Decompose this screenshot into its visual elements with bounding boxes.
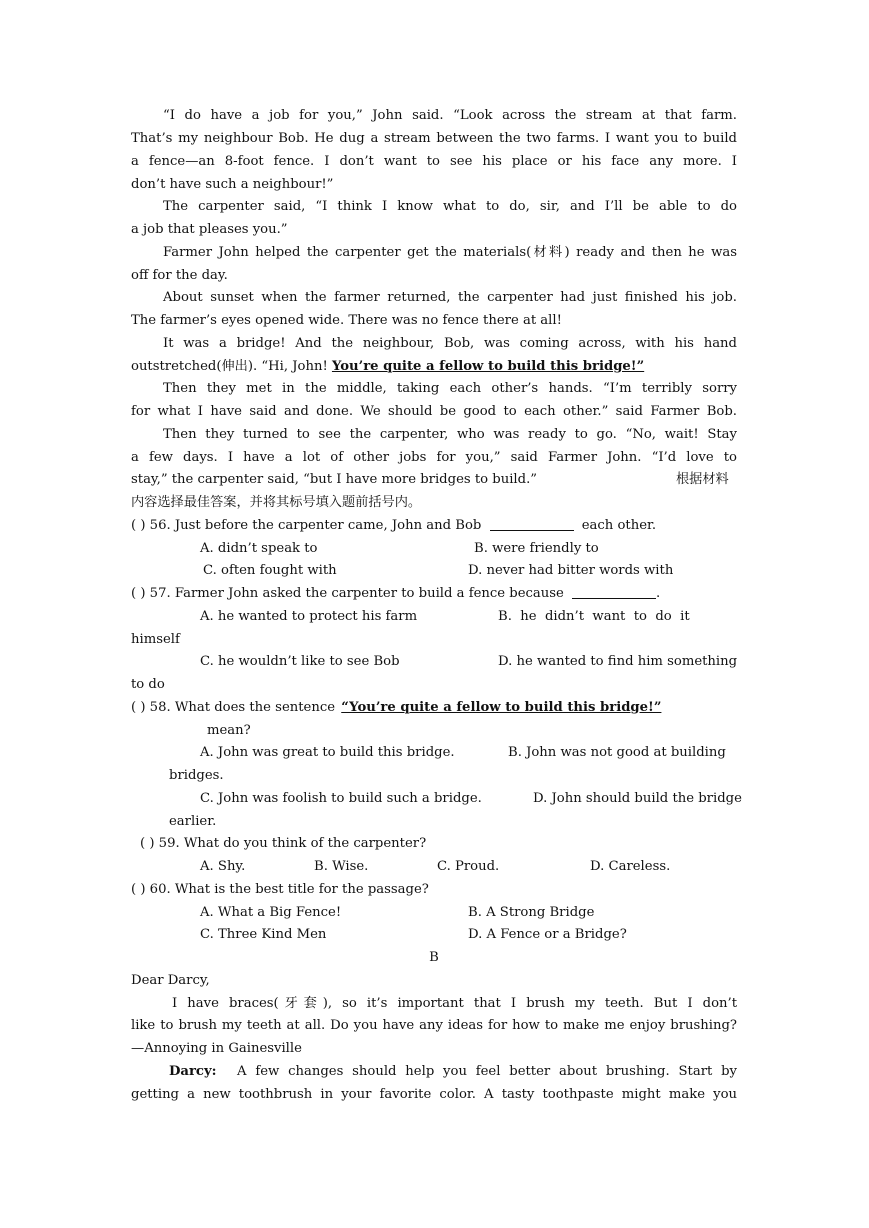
question-stem: each other. [581,518,657,533]
signature: —Annoying in Gainesville [131,1041,302,1056]
question-stem: mean? [207,723,251,738]
passage-line: It was a bridge! And the neighbour, Bob, was coming across, with his hand [163,336,737,351]
passage-line: Then they turned to see the carpenter, who was ready to go. “No, wait! Stay [163,427,737,442]
option-a: A. he wanted to protect his farm [200,609,418,624]
option-c: C. he wouldn’t like to see Bob [200,654,400,669]
option-a: A. What a Big Fence! [200,905,342,920]
option-b: B. he didn’t want to do it [498,609,690,624]
passage-line: About sunset when the farmer returned, the carpenter had just finished his job. [163,290,737,305]
passage-line: for what I have said and done. We should be good to each other.” said Farmer Bob. [131,404,737,419]
option-b-continued: himself [131,632,180,647]
passage-line: Farmer John helped the carpenter get the materials(材料) ready and then he was [163,245,737,260]
question-stem: ( ) 58. What does the sentence [131,700,336,715]
question-60: ( ) 60. What is the best title for the passage? [131,882,429,897]
passage-line: The carpenter said, “I think I know what to do, sir, and I’ll be able to do [163,199,737,214]
passage-line [131,356,644,378]
question-stem: ( ) 56. Just before the carpenter came, John and Bob [131,518,482,533]
option-d: D. Careless. [590,859,671,874]
instruction-text: 内容选择最佳答案，并将其标号填入题前括号内。 [131,495,422,510]
option-d-continued: to do [131,677,165,692]
letter-line: like to brush my teeth at all. Do you have any ideas for how to make me enjoy brushing? [131,1018,737,1033]
question-stem: . [656,586,661,601]
option-b: B. Wise. [314,859,369,874]
question-stem: ( ) 57. Farmer John asked the carpenter to build a fence because [131,586,564,601]
letter-line: I have braces(牙套), so it’s important that I brush my teeth. But I don’t [172,996,737,1011]
option-a: A. John was great to build this bridge. [200,745,455,760]
option-d: D. never had bitter words with [468,563,674,578]
highlighted-quote: You’re quite a fellow to build this bridge!” [331,359,645,374]
passage-line: That’s my neighbour Bob. He dug a stream between the two farms. I want you to build [131,131,737,146]
option-c: C. Proud. [437,859,500,874]
passage-line: don’t have such a neighbour!” [131,177,334,192]
option-d: D. A Fence or a Bridge? [468,927,627,942]
answer-blank [572,584,656,599]
reply-line [169,1061,737,1083]
question-57 [131,583,660,605]
answer-blank [490,516,574,531]
option-c: C. Three Kind Men [200,927,327,942]
passage-line: a few days. I have a lot of other jobs for you,” said Farmer John. “I’d love to [131,450,737,465]
option-a: A. didn’t speak to [200,541,318,556]
question-59: ( ) 59. What do you think of the carpenter? [140,836,427,851]
section-label: B [429,950,439,965]
option-d-continued: earlier. [169,814,217,829]
question-58 [131,697,661,719]
passage-line: The farmer’s eyes opened wide. There was no fence there at all! [131,313,562,328]
option-b: B. were friendly to [474,541,599,556]
reply-text: A few changes should help you feel better about brushing. Start by [237,1064,737,1079]
passage-line: a job that pleases you.” [131,222,288,237]
option-d: D. John should build the bridge [533,791,742,806]
passage-line: a fence—an 8-foot fence. I don’t want to see his place or his face any more. I [131,154,737,169]
question-56 [131,515,656,537]
passage-line: off for the day. [131,268,228,283]
highlighted-quote: “You’re quite a fellow to build this bridge!” [341,700,662,715]
option-b: B. A Strong Bridge [468,905,595,920]
reply-line: getting a new toothbrush in your favorite color. A tasty toothpaste might make you [131,1087,737,1102]
option-b-continued: bridges. [169,768,224,783]
option-c: C. often fought with [203,563,337,578]
option-c: C. John was foolish to build such a bridge. [200,791,482,806]
passage-text: outstretched(伸出). “Hi, John! [131,359,328,374]
salutation: Dear Darcy, [131,973,210,988]
instruction-text: 根据材料 [676,472,729,487]
passage-line: stay,” the carpenter said, “but I have more bridges to build.” [131,472,538,487]
option-b: B. John was not good at building [508,745,726,760]
option-d: D. he wanted to find him something [498,654,738,669]
passage-line: Then they met in the middle, taking each other’s hands. “I’m terribly sorry [163,381,737,396]
passage-line: “I do have a job for you,” John said. “Look across the stream at that farm. [163,108,737,123]
reply-name: Darcy: [169,1064,217,1079]
option-a: A. Shy. [200,859,246,874]
